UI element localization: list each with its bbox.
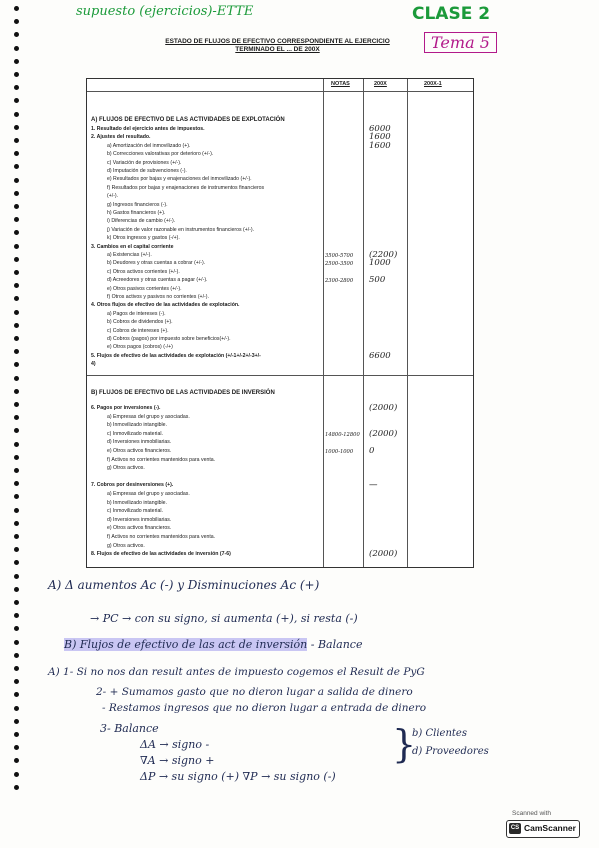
ring-hole — [14, 138, 19, 143]
ring-hole — [14, 257, 19, 262]
table-row-label: a) Existencias (+/-). — [107, 252, 152, 258]
table-row-value: (2000) — [369, 549, 398, 560]
table-row-label: e) Otros pasivos corrientes (+/-). — [107, 285, 182, 292]
table-row-label: 5. Flujos de efectivo de las actividades de explotación (+/-1+/-2+/-3+/- — [91, 352, 261, 359]
table-row-note: 3500-5700 — [325, 253, 354, 259]
table-row-value: — — [369, 480, 378, 491]
ring-hole — [14, 560, 19, 565]
table-row-value: (2200) — [369, 250, 398, 260]
table-row-label: h) Gastos financieros (+). — [107, 210, 166, 216]
table-row-label: a) Empresas del grupo y asociadas. — [107, 413, 190, 420]
ring-hole — [14, 6, 19, 11]
table-row-label: 7. Cobros por desinversiones (+). — [91, 482, 174, 489]
table-row-label: g) Ingresos financieros (-). — [107, 201, 168, 208]
ring-hole — [14, 336, 19, 341]
theme-label: Tema 5 — [424, 32, 497, 53]
ring-hole — [14, 349, 19, 354]
note-side-1: b) Clientes — [412, 728, 467, 739]
cash-flow-table — [86, 78, 474, 568]
ring-hole — [14, 758, 19, 763]
ring-hole — [14, 468, 19, 473]
ring-hole — [14, 415, 19, 420]
ring-hole — [14, 428, 19, 433]
ring-hole — [14, 164, 19, 169]
ring-hole — [14, 481, 19, 486]
table-row-label: d) Cobros (pagos) por impuesto sobre beneficios(+/-). — [107, 336, 231, 342]
note-line-10: ΔP → su signo (+) ∇P → su signo (-) — [140, 770, 336, 783]
highlighted-heading: B) Flujos de efectivo de las act de inversión — [64, 638, 308, 651]
table-row-label: j) Variación de valor razonable en instrumentos financieros (+/-). — [107, 226, 255, 233]
note-line-7: 3- Balance — [100, 722, 159, 735]
note-line-9: ∇A → signo + — [140, 754, 215, 767]
table-row-value: 6600 — [369, 350, 391, 361]
ring-hole — [14, 587, 19, 592]
table-row-label: d) Imputación de subvenciones (-). — [107, 168, 187, 174]
ring-hole — [14, 534, 19, 539]
column-header-current: 200X — [374, 81, 387, 87]
ring-hole — [14, 692, 19, 697]
ring-hole — [14, 719, 19, 724]
ring-hole — [14, 362, 19, 367]
ring-hole — [14, 191, 19, 196]
column-divider — [363, 79, 364, 567]
table-row-label: b) Inmovilizado intangible. — [107, 499, 167, 506]
section-a-heading: A) FLUJOS DE EFECTIVO DE LAS ACTIVIDADES DE EXPLOTACIÓN — [91, 117, 285, 123]
table-row-label: c) Cobros de intereses (+). — [107, 327, 169, 334]
header-separator — [87, 91, 473, 92]
ring-hole — [14, 19, 19, 24]
ring-hole — [14, 494, 19, 499]
table-row-label: b) Cobros de dividendos (+). — [107, 319, 173, 326]
table-row-label: 6. Pagos por inversiones (-). — [91, 405, 161, 411]
ring-hole — [14, 772, 19, 777]
ring-hole — [14, 442, 19, 447]
table-row-label: 8. Flujos de efectivo de las actividades de inversión (7-6) — [91, 551, 231, 558]
ring-hole — [14, 376, 19, 381]
table-row-value: 6000 — [369, 124, 391, 134]
table-row-label: f) Activos no corrientes mantenidos para venta. — [107, 534, 216, 540]
notebook-rings — [14, 6, 22, 798]
column-divider — [407, 79, 408, 567]
note-line-2: → PC → con su signo, si aumenta (+), si resta (-) — [90, 612, 358, 625]
table-row-label: c) Inmovilizado material. — [107, 508, 163, 515]
table-row-note: 1000-1000 — [325, 449, 354, 455]
ring-hole — [14, 745, 19, 750]
ring-hole — [14, 666, 19, 671]
ring-hole — [14, 547, 19, 552]
table-row-label: c) Inmovilizado material. — [107, 430, 163, 437]
column-header-previous: 200X-1 — [424, 81, 442, 87]
ring-hole — [14, 32, 19, 37]
ring-hole — [14, 283, 19, 288]
header-left-note: supuesto (ejercicios)-ETTE — [76, 4, 254, 19]
camscanner-name: CamScanner — [524, 823, 576, 833]
ring-hole — [14, 323, 19, 328]
table-row-label: (+/-). — [107, 193, 119, 200]
ring-hole — [14, 455, 19, 460]
ring-hole — [14, 389, 19, 394]
table-row-label: 4) — [91, 361, 96, 368]
camscanner-logo-box — [506, 820, 580, 838]
table-row-label: d) Acreedores y otras cuentas a pagar (+/-). — [107, 277, 208, 284]
note-line-4: A) 1- Si no nos dan result antes de impuesto cogemos el Result de PyG — [48, 666, 425, 678]
ring-hole — [14, 613, 19, 618]
ring-hole — [14, 112, 19, 117]
section-b-heading: B) FLUJOS DE EFECTIVO DE LAS ACTIVIDADES DE INVERSIÓN — [91, 390, 275, 396]
table-row-label: a) Amortización del inmovilizado (+). — [107, 142, 191, 149]
ring-hole — [14, 521, 19, 526]
table-row-label: d) Inversiones inmobiliarias. — [107, 516, 172, 523]
ring-hole — [14, 98, 19, 103]
ring-hole — [14, 653, 19, 658]
ring-hole — [14, 59, 19, 64]
table-row-label: b) Deudores y otras cuentas a cobrar (+/-). — [107, 260, 206, 267]
ring-hole — [14, 178, 19, 183]
note-line-6: - Restamos ingresos que no dieron lugar a entrada de dinero — [102, 702, 427, 714]
ring-hole — [14, 217, 19, 222]
note-line-8: ΔA → signo - — [140, 738, 210, 751]
ring-hole — [14, 679, 19, 684]
ring-hole — [14, 785, 19, 790]
table-row-note: 2300-2800 — [325, 278, 354, 285]
table-row-label: c) Variación de provisiones (+/-). — [107, 159, 182, 166]
camscanner-logo-icon: CS — [509, 823, 521, 834]
table-row-label: i) Diferencias de cambio (+/-). — [107, 218, 176, 225]
table-row-value: 1600 — [369, 132, 391, 143]
table-row-label: f) Resultados por bajas y enajenaciones de instrumentos financieros — [107, 184, 265, 191]
ring-hole — [14, 85, 19, 90]
ring-hole — [14, 46, 19, 51]
table-row-value: (2000) — [369, 428, 398, 439]
brace-mark: } — [392, 722, 417, 766]
section-separator — [87, 375, 473, 376]
ring-hole — [14, 706, 19, 711]
ring-hole — [14, 230, 19, 235]
table-row-label: f) Activos no corrientes mantenidos para venta. — [107, 456, 216, 463]
camscanner-badge — [500, 808, 584, 842]
table-row-label: a) Pagos de intereses (-). — [107, 310, 166, 317]
ring-hole — [14, 270, 19, 275]
table-row-note: 14800-12800 — [325, 431, 360, 438]
ring-hole — [14, 204, 19, 209]
note-line-5: 2- + Sumamos gasto que no dieron lugar a salida de dinero — [96, 686, 413, 698]
ring-hole — [14, 310, 19, 315]
ring-hole — [14, 640, 19, 645]
ring-hole — [14, 296, 19, 301]
table-row-label: f) Otros activos y pasivos no corrientes (+/-). — [107, 294, 209, 300]
note-line-3-suffix: - Balance — [307, 638, 363, 651]
table-row-label: 3. Cambios en el capital corriente — [91, 243, 174, 250]
class-label: CLASE 2 — [412, 4, 491, 24]
table-row-label: a) Empresas del grupo y asociadas. — [107, 491, 190, 497]
note-line-3 — [64, 638, 362, 651]
table-row-label: e) Otros pagos (cobros) (-/+) — [107, 344, 173, 351]
table-row-value: 0 — [369, 446, 375, 456]
table-row-label: g) Otros activos. — [107, 542, 145, 549]
table-row-label: b) Inmovilizado intangible. — [107, 422, 167, 429]
ring-hole — [14, 600, 19, 605]
ring-hole — [14, 125, 19, 130]
ring-hole — [14, 574, 19, 579]
ring-hole — [14, 402, 19, 407]
table-row-label: k) Otros ingresos y gastos (-/+). — [107, 235, 180, 242]
document-title: ESTADO DE FLUJOS DE EFECTIVO CORRESPONDIENTE AL EJERCICIO TERMINADO EL ... DE 200X — [165, 38, 390, 53]
ring-hole — [14, 508, 19, 513]
table-row-value: 500 — [369, 275, 386, 286]
camscanner-caption: Scanned with — [512, 810, 552, 817]
table-row-label: 1. Resultado del ejercicio antes de impuestos. — [91, 126, 205, 132]
table-row-label: d) Inversiones inmobiliarias. — [107, 439, 172, 446]
table-row-label: e) Resultados por bajas y enajenaciones del inmovilizado (+/-). — [107, 176, 252, 183]
ring-hole — [14, 151, 19, 156]
table-row-label: 4. Otros flujos de efectivo de las actividades de explotación. — [91, 302, 240, 309]
ring-hole — [14, 244, 19, 249]
table-row-value: 1600 — [369, 140, 391, 151]
note-side-2: d) Proveedores — [412, 746, 489, 757]
ring-hole — [14, 732, 19, 737]
table-row-label: c) Otros activos corrientes (+/-). — [107, 268, 180, 275]
table-row-label: 2. Ajustes del resultado. — [91, 134, 151, 141]
table-row-label: g) Otros activos. — [107, 465, 145, 472]
table-row-label: b) Correcciones valorativas por deterioro (+/-). — [107, 151, 214, 158]
ring-hole — [14, 72, 19, 77]
column-header-notas: NOTAS — [331, 81, 350, 87]
table-row-value: 1000 — [369, 258, 391, 269]
table-row-value: (2000) — [369, 403, 398, 413]
note-line-1: A) Δ aumentos Ac (-) y Disminuciones Ac (+) — [48, 578, 320, 592]
ring-hole — [14, 626, 19, 631]
table-row-label: e) Otros activos financieros. — [107, 448, 172, 454]
table-row-label: e) Otros activos financieros. — [107, 525, 172, 532]
table-row-note: 2500-3500 — [325, 261, 354, 268]
